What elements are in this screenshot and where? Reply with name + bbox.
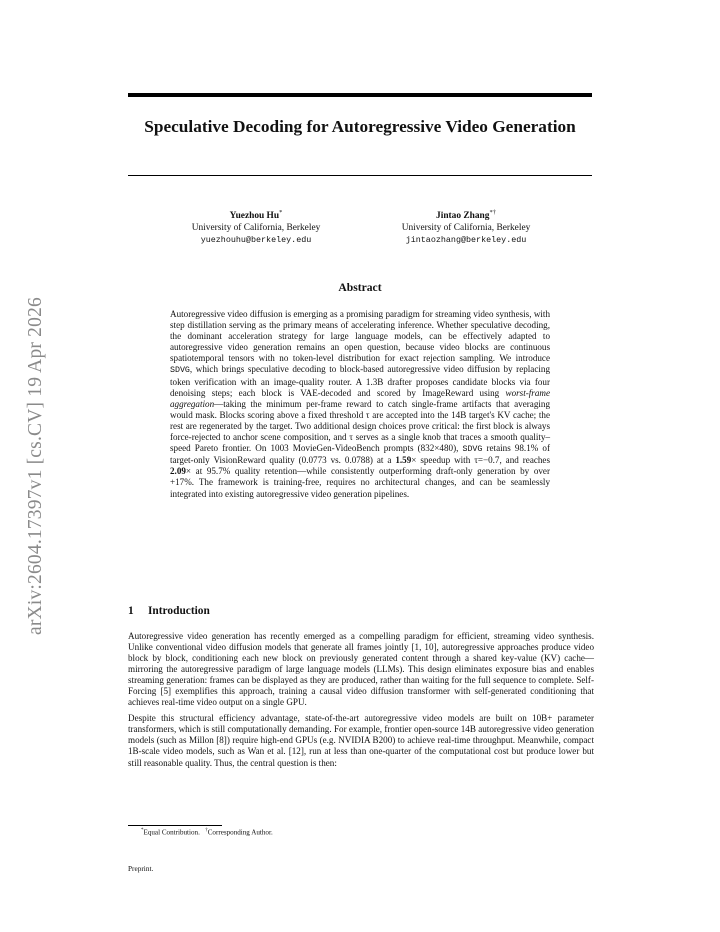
title-bottom-rule [128, 175, 592, 176]
introduction-body [128, 631, 594, 774]
paper-title: Speculative Decoding for Autoregressive Video Generation [144, 117, 576, 136]
title-top-rule [128, 93, 592, 97]
arxiv-identifier-stamp: arXiv:2604.17397v1 [cs.CV] 19 Apr 2026 [25, 297, 46, 635]
author-name: Jintao Zhang*† [436, 209, 496, 222]
author-block-1 [150, 207, 362, 246]
footnote-rule [128, 825, 222, 826]
author-email[interactable]: yuezhouhu@berkeley.edu [200, 235, 312, 246]
author-affiliation: University of California, Berkeley [401, 223, 531, 234]
author-affiliation: University of California, Berkeley [191, 223, 321, 234]
author-email[interactable]: jintaozhang@berkeley.edu [405, 235, 527, 246]
abstract-text: Autoregressive video diffusion is emerging as a promising paradigm for streaming video synthesis, with step distillation serving as the primary means of accelerating inference. Whether speculative decoding, the dominant acceleration strategy for large language models, can be effectively adapted to autoregressive video generation remains an open question, because video blocks are continuous spatiotemporal tensors with no token-level distribution for exact rejection sampling. We introduce SDVG, which brings speculative decoding to block-based autoregressive video diffusion by replacing token verification with an image-quality router. A 1.3B drafter proposes candidate blocks via four denoising steps; each block is VAE-decoded and scored by ImageReward using worst-frame aggregation—taking the minimum per-frame reward to catch single-frame artifacts that averaging would mask. Blocks scoring above a fixed threshold τ are accepted into the 14B target's KV cache; the rest are regenerated by the target. Two additional design choices prove critical: the first block is always force-rejected to anchor scene composition, and τ serves as a single knob that traces a smooth quality–speed Pareto frontier. On 1003 MovieGen-VideoBench prompts (832×480), SDVG retains 98.1% of target-only VisionReward quality (0.0773 vs. 0.0788) at a 1.59× speedup with τ=−0.7, and reaches 2.09× at 95.7% quality retention—while consistently outperforming draft-only generation by over +17%. The framework is training-free, requires no architectural changes, and can be seamlessly integrated into existing autoregressive video generation pipelines. [170, 309, 551, 499]
paragraph: Autoregressive video generation has recently emerged as a compelling paradigm for efficient, streaming video synthesis. Unlike conventional video diffusion models that generate all frames jointly [1, 10], autoregressive approaches produce video block by block, conditioning each new block on previously generated content through a shared key-value (KV) cache—mirroring the autoregressive paradigm of large language models (LLMs). This design eliminates exposure bias and enables streaming generation: frames can be displayed as they are produced, rather than waiting for the full sequence to complete. Self-Forcing [5] exemplifies this approach, training a causal video diffusion transformer with self-generated conditioning that achieves real-time video output on a single GPU. [128, 631, 594, 708]
author-name: Yuezhou Hu* [229, 209, 283, 222]
author-block-2 [360, 207, 572, 246]
abstract-heading: Abstract [338, 281, 382, 294]
paragraph: Despite this structural efficiency advantage, state-of-the-art autoregressive video models are built on 10B+ parameter transformers, which is still computationally demanding. For example, frontier open-source 14B autoregressive video generation models (such as Millon [8]) require high-end GPUs (e.g. NVIDIA B200) to achieve real-time throughput. Meanwhile, compact 1B-scale video models, such as Wan et al. [12], run at less than one-quarter of the computational cost but produce lower but still reasonable quality. Thus, the central question is then: [128, 713, 594, 768]
preprint-label: Preprint. [128, 864, 154, 873]
footnote: *Equal Contribution. †Corresponding Author. [141, 828, 273, 837]
section-heading-introduction: 1 Introduction [128, 605, 210, 617]
